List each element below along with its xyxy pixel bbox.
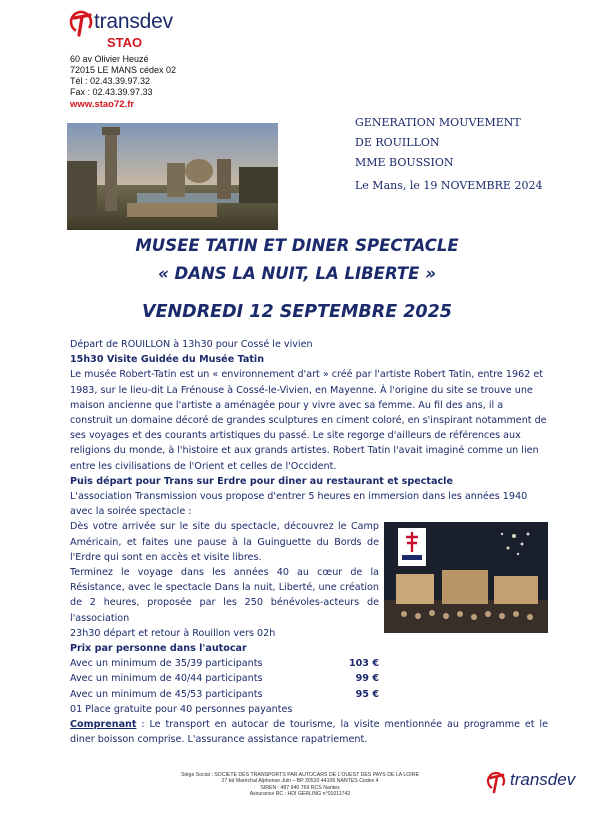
footer-line: Assurance RC : HDI GERLING n°01011742 [249,791,351,798]
event-title: MUSEE TATIN ET DINER SPECTACLE [135,236,459,255]
finish-text: Terminez le voyage dans les années 40 au cœur de la Résistance, avec le spectacle Dans la nuit, Liberté, une création de 2 heures, proposée par les 250 bénévoles-acteurs de l'association [70,567,379,624]
footer-line: SIREN : 487 940 769 RCS Nantes [260,784,340,791]
price-label: Avec un minimum de 40/44 participants [70,673,263,685]
event-date: VENDREDI 12 SEPTEMBRE 2025 [142,302,452,322]
museum-photo [67,123,278,230]
footer-brand-name: transdev [510,770,576,789]
visit-heading: 15h30 Visite Guidée du Musée Tatin [70,354,265,366]
departure-text: Départ de ROUILLON à 13h30 pour Cossé le vivien [70,339,313,350]
return-text: 23h30 départ et retour à Rouillon vers 02h [70,627,276,639]
price-heading: Prix par personne dans l'autocar [70,643,247,655]
price-label: Avec un minimum de 35/39 participants [70,658,263,670]
letter-date: Le Mans, le 19 NOVEMBRE 2024 [355,179,543,192]
address-line: 60 av Olivier Heuzé [70,54,149,64]
association-text: L'association Transmission vous propose d'entrer 5 heures en immersion dans les années 1940 avec la soirée spectacle : [70,491,528,518]
price-row [70,656,379,671]
price-label: Avec un minimum de 45/53 participants [70,688,263,700]
arrival-text: Dès votre arrivée sur le site du spectacle, découvrez le Camp Américain, et faites une pause à la Guinguette du Bords de l'Erdre qui sont en accès et visite libres. [70,521,379,563]
includes-detail: : Le transport en autocar de tourisme, la visite mentionnée au programme et le diner boisson comprise. L'assurance assistance rapatriement. [70,719,548,746]
footer-legal [140,772,460,798]
price-value: 95 € [355,688,379,700]
includes-label: Comprenant [70,719,137,731]
price-row [70,687,379,702]
fax-line: Fax : 02.43.39.97.33 [70,87,153,97]
price-value: 103 € [348,658,379,670]
recipient-block [355,113,521,173]
recipient-line: GENERATION MOUVEMENT [355,116,521,129]
footer-line: 27 bd Maréchal Alphonse Juin – BP 30520 44105 NANTES Cedex 4 [221,778,379,785]
event-subtitle: « DANS LA NUIT, LA LIBERTE » [158,264,436,283]
free-place-text: 01 Place gratuite pour 40 personnes payantes [70,703,293,715]
recipient-line: MME BOUSSION [355,156,454,169]
website-link[interactable]: www.stao72.fr [70,99,135,110]
brand-name: transdev [94,10,173,33]
sub-brand: STAO [107,35,143,50]
museum-description: Le musée Robert-Tatin est un « environnement d'art » créé par l'artiste Robert Tatin, entre 1962 et 1983, sur le lieu-dit La Frénouse à Cossé-le-Vivien, en Mayenne. À l'origine du site se trouve une maison ancienne que l'artiste a aménagée pour y vivre avec sa femme. Au fil des ans, il a construit un domaine décoré de grandes sculptures en ciment coloré, en s'inspirant notamment de ses voyages et des courants artistiques du passé. Le site regorge d'ailleurs de références aux religions du monde, à l'histoire et aux grands artistes. Robert Tatin l'avait imaginé comme un lien entre les civilisations de l'Orient et celles de l'Occident. [70,369,547,472]
recipient-line: DE ROUILLON [355,136,440,149]
footer-line: Siège Social : SOCIETE DES TRANSPORTS PAR AUTOCARS DE L'OUEST DES PAYS DE LA LOIRE [181,772,419,778]
company-address [70,54,176,98]
price-row [70,671,379,686]
phone-line: Tél : 02.43.39.97.32 [70,76,151,86]
trans-heading: Puis départ pour Trans sur Erdre pour diner au restaurant et spectacle [70,475,453,487]
address-line: 72015 LE MANS cédex 02 [70,65,177,75]
includes-text [70,717,548,747]
price-value: 99 € [355,673,379,685]
spectacle-photo [384,522,548,633]
